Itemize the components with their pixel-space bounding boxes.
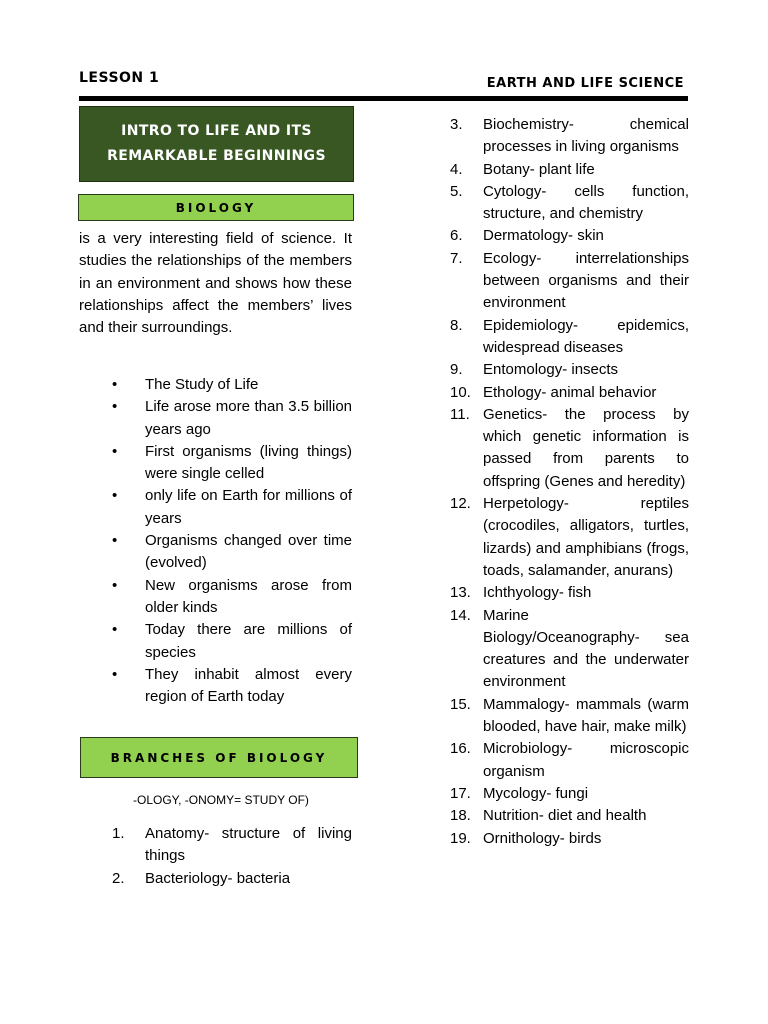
branch-text: Ornithology- birds <box>483 829 602 847</box>
biology-heading: BIOLOGY <box>78 194 354 221</box>
branch-number: 9. <box>450 361 463 379</box>
lesson-label: LESSON 1 <box>79 70 160 86</box>
branch-text: Anatomy- structure of living things <box>145 825 352 865</box>
branch-number: 4. <box>450 160 463 178</box>
branch-text: Epidemiology- epidemics, widespread diseases <box>483 316 689 356</box>
branch-item <box>450 582 689 604</box>
subject-label: EARTH AND LIFE SCIENCE <box>486 76 684 91</box>
bullet-item <box>112 441 352 486</box>
branch-text: Ecology- interrelationships between organisms and their environment <box>483 249 689 312</box>
header-rule <box>79 96 688 101</box>
branch-number: 13. <box>450 584 471 602</box>
branch-number: 2. <box>112 869 125 887</box>
branch-text: Mycology- fungi <box>483 784 589 802</box>
bullet-text: Life arose more than 3.5 billion years ago <box>145 398 352 438</box>
bullet-item <box>112 374 352 396</box>
branch-text: Bacteriology- bacteria <box>145 869 291 887</box>
bullet-text: The Study of Life <box>145 376 259 393</box>
lesson-title-box <box>79 106 354 182</box>
branch-text: Microbiology- microscopic organism <box>483 740 689 780</box>
branch-item <box>450 738 689 783</box>
branch-text: Ichthyology- fish <box>483 584 592 602</box>
branch-item <box>450 805 689 827</box>
intro-paragraph: is a very interesting field of science. It studies the relationships of the members in an environment and shows how these relationships affect the members’ lives and their surroundings. <box>79 230 352 337</box>
branch-number: 5. <box>450 182 463 200</box>
branch-text: Dermatology- skin <box>483 227 604 245</box>
bullet-dot-icon: • <box>112 442 118 460</box>
bullet-item <box>112 619 352 664</box>
bullet-dot-icon: • <box>112 576 118 594</box>
branch-item <box>450 404 689 493</box>
branch-item <box>450 694 689 739</box>
branch-item <box>450 225 689 247</box>
branch-number: 8. <box>450 316 463 334</box>
title-line-2: REMARKABLE BEGINNINGS <box>107 148 326 164</box>
branch-item <box>450 783 689 805</box>
bullet-text: Today there are millions of species <box>145 621 352 661</box>
bullet-item <box>112 664 352 709</box>
bullet-item <box>112 396 352 441</box>
bullet-text: New organisms arose from older kinds <box>145 576 352 616</box>
bullet-dot-icon: • <box>112 398 118 416</box>
bullet-dot-icon: • <box>112 532 118 550</box>
branches-list-right <box>450 114 689 850</box>
branch-text: Marine Biology/Oceanography- sea creatures and the underwater environment <box>483 606 689 691</box>
bullet-item <box>112 530 352 575</box>
branch-item <box>450 315 689 360</box>
branch-item <box>450 181 689 226</box>
branch-text: Ethology- animal behavior <box>483 383 657 401</box>
biology-facts-list <box>112 374 352 708</box>
branch-text: Biochemistry- chemical processes in living organisms <box>483 116 689 156</box>
branch-text: Cytology- cells function, structure, and chemistry <box>483 182 689 223</box>
branch-number: 14. <box>450 606 471 624</box>
bullet-dot-icon: • <box>112 665 118 683</box>
branch-item <box>450 159 689 181</box>
branch-item <box>450 493 689 582</box>
branch-number: 11. <box>450 405 470 423</box>
bullet-text: only life on Earth for millions of years <box>145 487 352 527</box>
branch-text: Entomology- insects <box>483 361 619 379</box>
branch-item <box>112 823 352 868</box>
title-line-1: INTRO TO LIFE AND ITS <box>121 123 312 139</box>
bullet-item <box>112 575 352 620</box>
branch-number: 6. <box>450 227 463 245</box>
branch-number: 15. <box>450 695 471 713</box>
branch-item <box>450 359 689 381</box>
branch-item <box>450 114 689 159</box>
bullet-text: They inhabit almost every region of Earth today <box>145 665 352 706</box>
branch-number: 10. <box>450 383 471 401</box>
bullet-text: First organisms (living things) were single celled <box>145 442 352 483</box>
branch-number: 19. <box>450 829 471 847</box>
bullet-dot-icon: • <box>112 376 118 393</box>
bullet-text: Organisms changed over time (evolved) <box>145 532 352 572</box>
branches-heading: BRANCHES OF BIOLOGY <box>80 737 358 778</box>
branch-text: Genetics- the process by which genetic information is passed from parents to offspring (Genes and heredity) <box>483 405 689 490</box>
bullet-dot-icon: • <box>112 487 118 505</box>
bullet-dot-icon: • <box>112 621 118 639</box>
branch-number: 16. <box>450 740 471 758</box>
branches-list-left <box>112 823 352 890</box>
branch-item <box>450 248 689 315</box>
bullet-item <box>112 485 352 530</box>
branch-number: 3. <box>450 116 463 133</box>
branch-item <box>450 828 689 850</box>
branch-item <box>450 605 689 694</box>
branch-text: Nutrition- diet and health <box>483 807 647 825</box>
branch-number: 7. <box>450 249 463 267</box>
branch-number: 17. <box>450 784 471 802</box>
branch-text: Mammalogy- mammals (warm blooded, have hair, make milk) <box>483 695 689 736</box>
branch-number: 1. <box>112 825 125 842</box>
branch-text: Botany- plant life <box>483 160 595 178</box>
suffix-note: -OLOGY, -ONOMY= STUDY OF) <box>133 793 309 807</box>
branch-item <box>450 382 689 404</box>
branch-item <box>112 868 352 890</box>
branch-text: Herpetology- reptiles (crocodiles, alligators, turtles, lizards) and amphibians (frogs, toads, salamander, anurans) <box>483 495 689 579</box>
branch-number: 12. <box>450 495 471 513</box>
branch-number: 18. <box>450 807 471 825</box>
